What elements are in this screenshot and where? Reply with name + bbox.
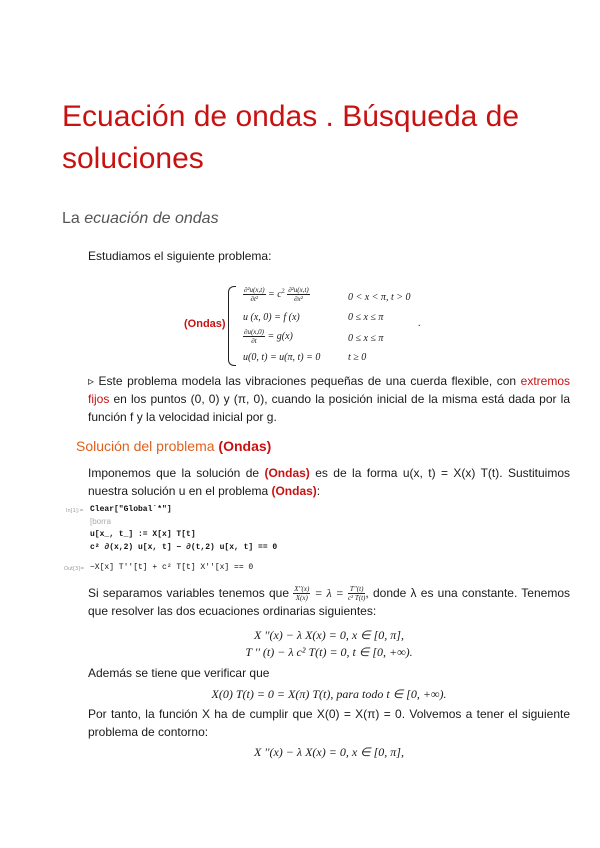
ratio-left: $\frac{X''(x)}{X(x)}$ — [294, 585, 310, 603]
system-dot: . — [418, 318, 421, 329]
eq4: u(0, t) = u(π, t) = 0 — [243, 352, 321, 363]
pde-row-1: $\frac{\text{∂²u(x,t)}}{\text{∂t²}}$ = $c^2$ $\frac{\text{∂²u(x,t)}}{\text{∂x²}}$ — [244, 286, 309, 303]
model-highlight: extremos fijos — [88, 374, 570, 406]
intro-text: Estudiamos el siguiente problema: — [88, 249, 272, 263]
ode-3: X ''(x) − λ X(x) = 0, x ∈ [0, π], — [254, 745, 404, 759]
section-italic: ecuación de ondas — [84, 210, 219, 227]
section-prefix: La — [62, 210, 85, 227]
separate-c: , donde λ es una constante. Tenemos que resolver las dos ecuaciones ordinarias siguientes: — [88, 586, 570, 619]
ratio-right: $\frac{T''(t)}{\text{c² T(t)}}$ — [347, 585, 366, 603]
impose-paragraph — [88, 464, 570, 500]
ode-1: X ''(x) − λ X(x) = 0, x ∈ [0, π], — [254, 628, 404, 642]
code-line-3[interactable]: c² ∂(x,2) u[x, t] − ∂(t,2) u[x, t] == 0 — [90, 543, 278, 552]
eq2-cond: 0 ≤ x ≤ π — [348, 312, 384, 323]
separate-a: Si separamos variables tenemos que — [88, 586, 289, 600]
code-line-1[interactable]: Clear["Global`*"] — [90, 505, 172, 514]
eq3-cond: 0 ≤ x ≤ π — [348, 333, 384, 344]
separate-paragraph — [88, 584, 570, 620]
eq1-rhs: = c — [268, 288, 282, 300]
subsection-heading — [76, 438, 271, 454]
impose-e: : — [316, 484, 321, 498]
code-line-2[interactable]: u[x_, t_] := X[x] T[t] — [90, 530, 196, 539]
separate-b: = λ = — [314, 586, 344, 600]
page-title: Ecuación de ondas . Búsqueda de soluciones — [62, 100, 520, 175]
subsection-bold: (Ondas) — [218, 438, 272, 454]
impose-b: (Ondas) — [264, 466, 310, 480]
problem-label: (Ondas) — [184, 318, 226, 330]
eq2: u (x, 0) = f (x) — [243, 312, 300, 323]
code-output: −X[x] T''[t] + c² T[t] X''[x] == 0 — [90, 563, 254, 572]
model-paragraph — [88, 372, 570, 426]
therefore-paragraph: Por tanto, la función X ha de cumplir que X(0) = X(π) = 0. Volvemos a tener el siguiente problema de contorno: — [88, 707, 570, 739]
model-tail: en los puntos (0, 0) y (π, 0), cuando la posición inicial de la misma está dada por la función f y la velocidad inicial por g. — [88, 392, 570, 424]
impose-c: es de la forma u(x, t) = X(x) T(t). Sustituimos nuestra solución u en el problema — [88, 466, 570, 498]
output-label: Out[3]= — [64, 566, 85, 572]
boundary-condition: X(0) T(t) = 0 = X(π) T(t), para todo t ∈ [0, +∞). — [211, 687, 447, 701]
also-paragraph: Además se tiene que verificar que — [88, 666, 270, 680]
section-heading — [62, 210, 219, 228]
model-lead: ▹ Este problema modela las vibraciones pequeñas de una cuerda flexible, con — [88, 374, 521, 388]
eq1-cond: 0 < x < π, t > 0 — [348, 292, 411, 303]
subsection-prefix: Solución del problema — [76, 438, 219, 454]
eq4-cond: t ≥ 0 — [348, 352, 367, 363]
eq3-rhs: = g(x) — [267, 330, 293, 342]
code-line-1b: [borra — [90, 517, 111, 526]
impose-d: (Ondas) — [271, 484, 317, 498]
impose-a: Imponemos que la solución de — [88, 466, 265, 480]
ode-2: T '' (t) − λ c² T(t) = 0, t ∈ [0, +∞). — [245, 645, 413, 659]
input-label: In[1]:= — [66, 508, 84, 514]
system-brace — [228, 286, 236, 366]
pde-row-3: $\frac{\partial u(x,0)}{\partial t}$ = g(x) — [244, 328, 293, 345]
